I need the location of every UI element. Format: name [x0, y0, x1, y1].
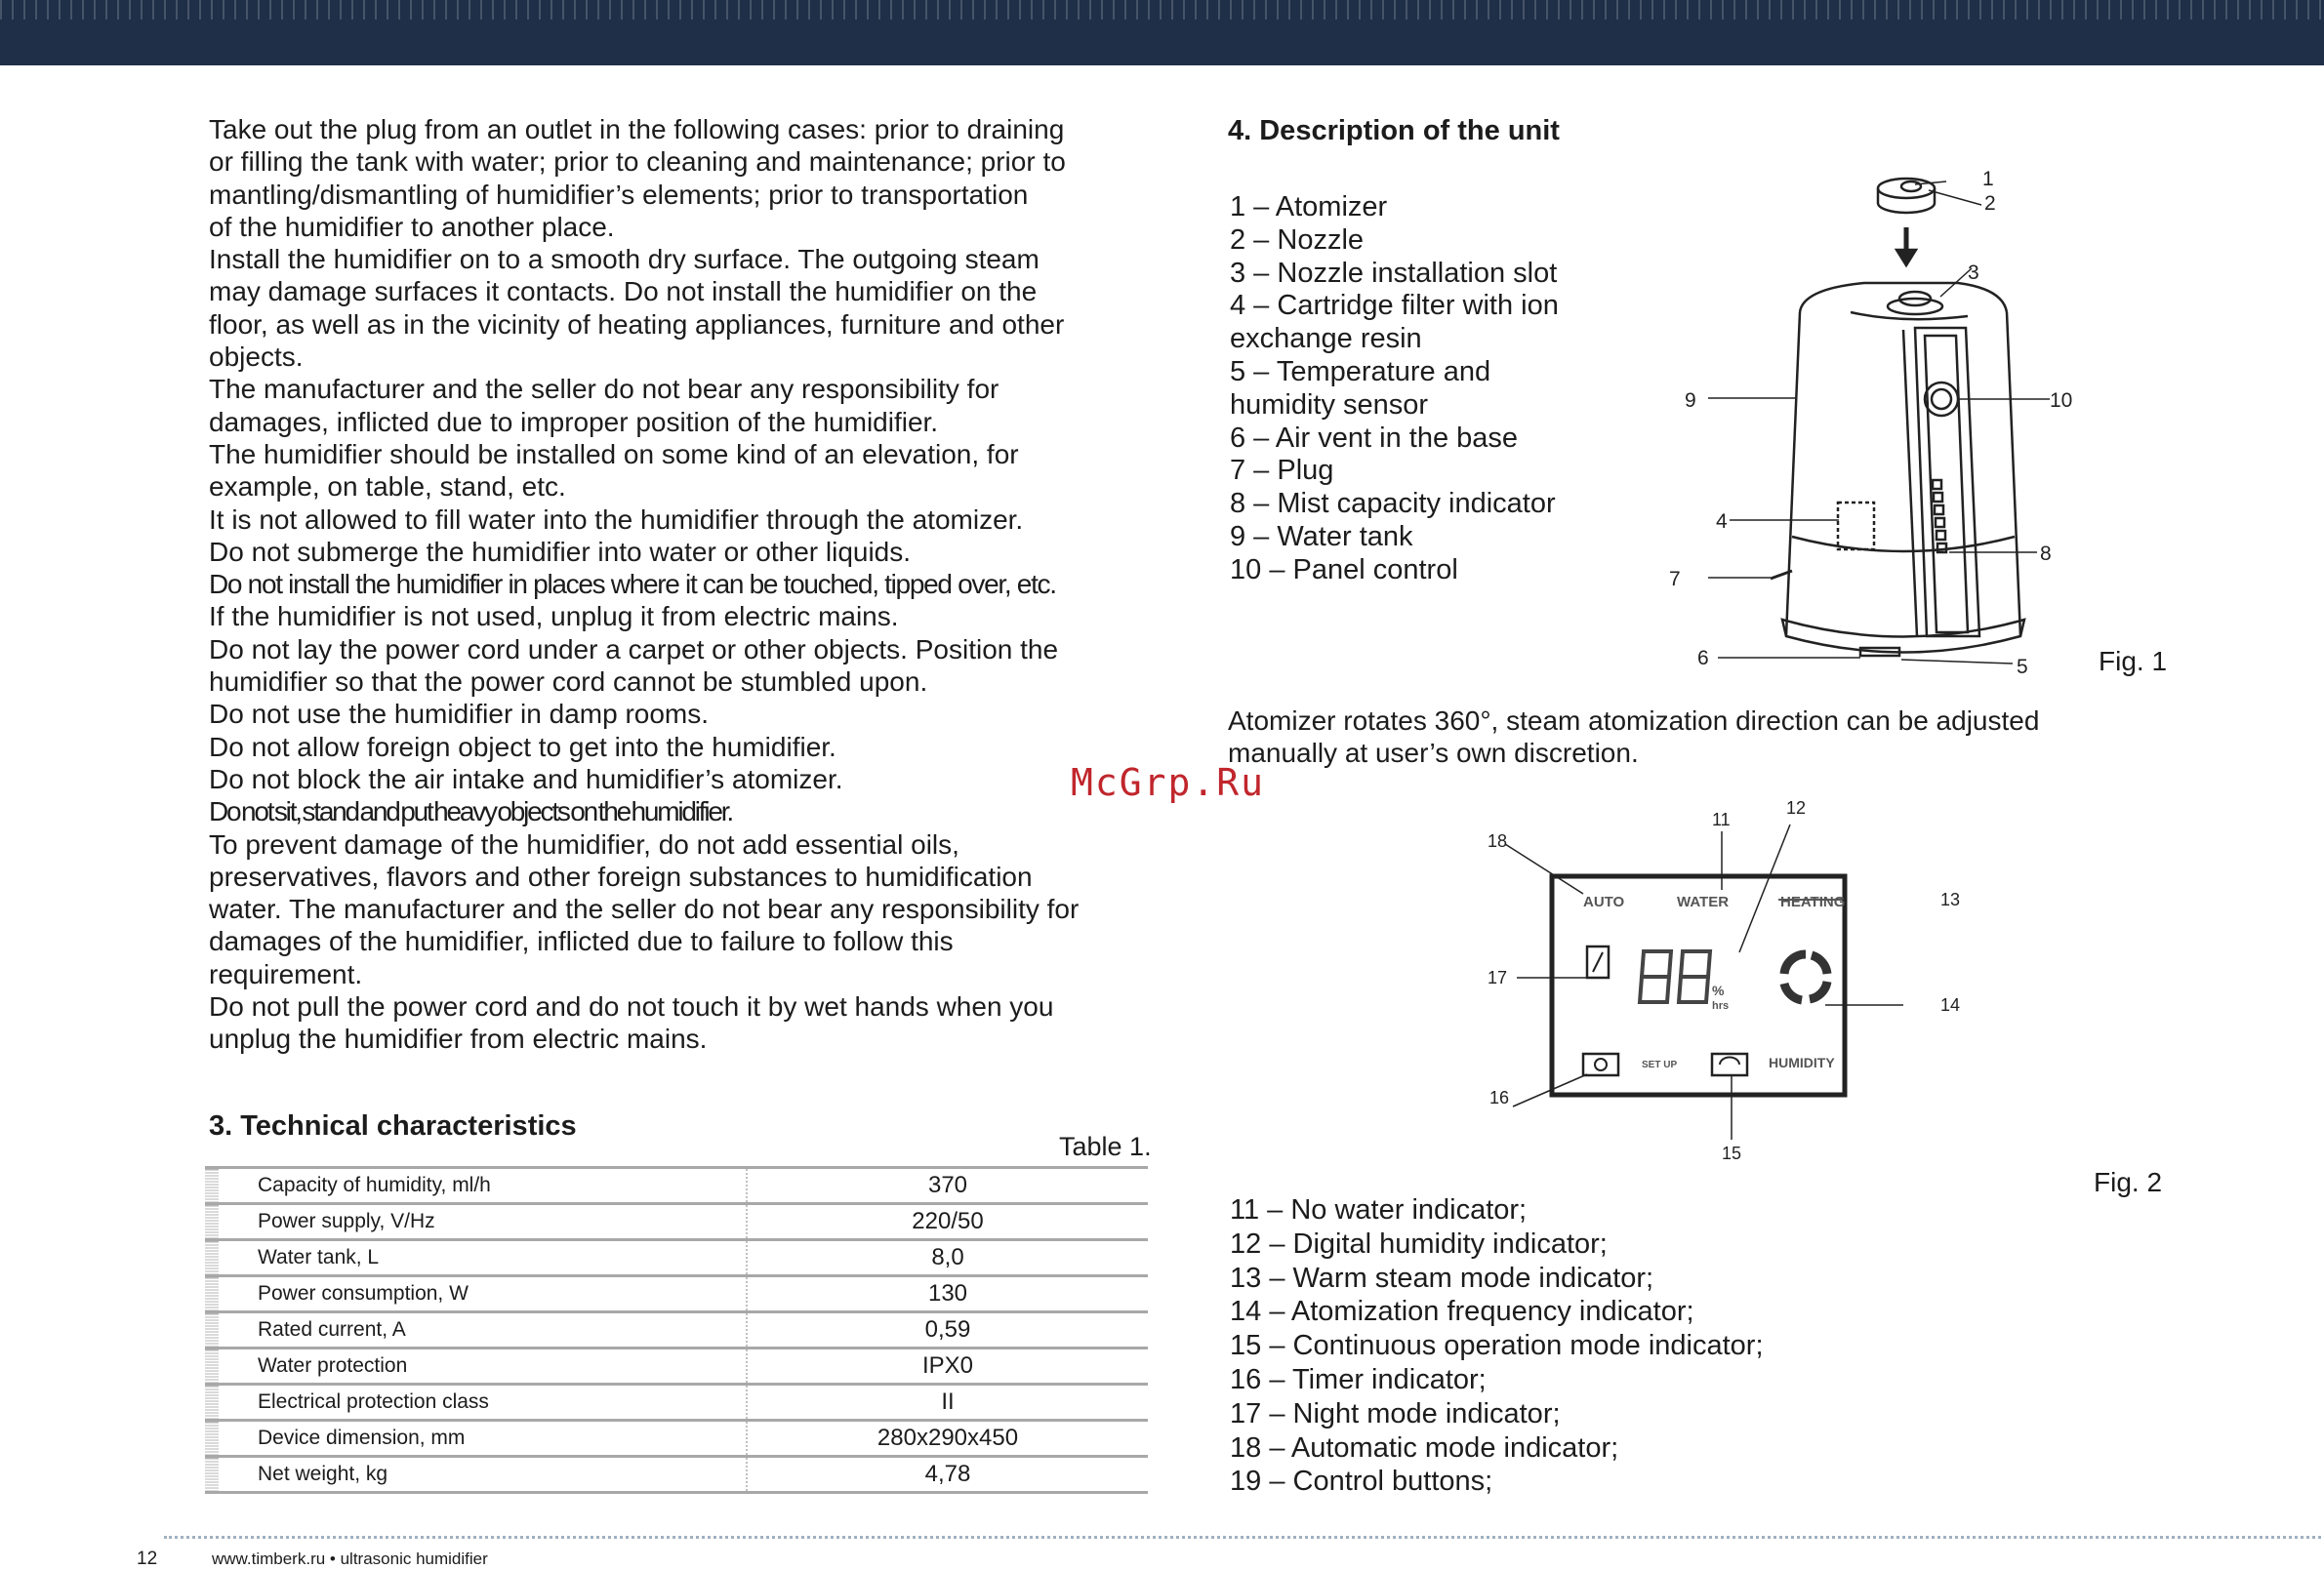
callout-label: 3 — [1968, 262, 1979, 284]
parts-list — [1230, 191, 1640, 587]
humidifier-diagram — [1659, 156, 2073, 683]
paragraph-line: may damage surfaces it contacts. Do not install the humidifier on the — [209, 276, 1038, 307]
figure-caption: Fig. 1 — [2099, 646, 2168, 676]
list-item: 3 – Nozzle installation slot — [1230, 257, 1558, 289]
spec-name: Rated current, A — [219, 1312, 747, 1349]
table-row — [205, 1276, 1148, 1312]
humidity-label: HUMIDITY — [1769, 1055, 1835, 1070]
section-title-description: 4. Description of the unit — [1228, 115, 1560, 146]
list-item: 6 – Air vent in the base — [1230, 422, 1519, 454]
list-item: 5 – Temperature and — [1230, 355, 1491, 387]
note-line: Atomizer rotates 360°, steam atomization direction can be adjusted — [1228, 705, 2040, 736]
paragraph-line: or filling the tank with water; prior to cleaning and maintenance; prior to — [209, 146, 1066, 178]
spec-value: 220/50 — [912, 1208, 984, 1234]
paragraph-line: The humidifier should be installed on some kind of an elevation, for — [209, 438, 1019, 469]
list-item: 9 – Water tank — [1230, 520, 1413, 552]
percent-label: % — [1712, 983, 1725, 998]
display-panel-diagram — [1474, 792, 1981, 1168]
callout-label: 16 — [1489, 1088, 1510, 1107]
list-item: 16 – Timer indicator; — [1230, 1363, 1487, 1395]
row-stripe — [205, 1349, 219, 1385]
paragraph-line: Take out the plug from an outlet in the following cases: prior to draining — [209, 114, 1065, 144]
table-caption: Table 1. — [1059, 1132, 1152, 1161]
callout-label: 5 — [2017, 656, 2028, 678]
callout-label: 18 — [1488, 831, 1508, 851]
callout-label: 6 — [1697, 647, 1709, 669]
paragraph-line: water. The manufacturer and the seller do not bear any responsibility for — [209, 894, 1080, 925]
hours-label: hrs — [1712, 1000, 1730, 1012]
paragraph-line: of the humidifier to another place. — [209, 211, 615, 242]
paragraph-line: damages of the humidifier, inflicted due to failure to follow this — [209, 926, 954, 957]
spec-value: IPX0 — [921, 1352, 974, 1379]
water-label: WATER — [1677, 894, 1730, 910]
spec-name: Water protection — [219, 1349, 747, 1385]
callout-label: 9 — [1685, 389, 1696, 412]
list-item: humidity sensor — [1230, 388, 1429, 421]
table-row — [205, 1168, 1148, 1204]
note-line: manually at user’s own discretion. — [1228, 738, 1639, 768]
paragraph-line: damages, inflicted due to improper position of the humidifier. — [209, 406, 939, 437]
spec-name: Net weight, kg — [219, 1457, 747, 1493]
row-stripe — [205, 1385, 219, 1421]
spec-value: 4,78 — [924, 1461, 971, 1487]
auto-mode-label: AUTO — [1583, 894, 1625, 910]
paragraph-line: The manufacturer and the seller do not bear any responsibility for — [209, 374, 999, 405]
table-row — [205, 1312, 1148, 1349]
spec-value: 8,0 — [931, 1244, 964, 1270]
paragraph-line: unplug the humidifier from electric mains. — [209, 1024, 708, 1055]
row-stripe — [205, 1168, 219, 1204]
callout-label: 11 — [1712, 810, 1731, 829]
paragraph-line: Do not pull the power cord and do not touch it by wet hands when you — [209, 991, 1054, 1023]
section-title-technical: 3. Technical characteristics — [209, 1110, 577, 1142]
row-stripe — [205, 1240, 219, 1276]
list-item: 7 – Plug — [1230, 455, 1334, 487]
list-item: 12 – Digital humidity indicator; — [1230, 1228, 1608, 1260]
indicator-list — [1230, 1193, 1764, 1499]
table-row — [205, 1349, 1148, 1385]
atomizer-note — [1228, 704, 2145, 769]
table-row — [205, 1204, 1148, 1240]
specs-table — [205, 1166, 1148, 1494]
paragraph-line: preservatives, flavors and other foreign substances to humidification — [209, 861, 1033, 892]
list-item: 19 – Control buttons; — [1230, 1466, 1493, 1498]
paragraph-line: mantling/dismantling of humidifier’s elements; prior to transportation — [209, 179, 1029, 210]
list-item: 10 – Panel control — [1230, 553, 1458, 585]
callout-label: 7 — [1669, 568, 1681, 590]
callout-label: 13 — [1940, 890, 1961, 909]
paragraph-line: It is not allowed to fill water into the humidifier through the atomizer. — [209, 503, 1024, 535]
page-number: 12 — [137, 1549, 158, 1569]
paragraph-line: objects. — [209, 342, 304, 373]
list-item: 13 – Warm steam mode indicator; — [1230, 1262, 1654, 1294]
paragraph-line: Do not submerge the humidifier into water or other liquids. — [209, 536, 912, 567]
spec-name: Power supply, V/Hz — [219, 1204, 747, 1240]
list-item: 15 – Continuous operation mode indicator; — [1230, 1330, 1764, 1362]
row-stripe — [205, 1204, 219, 1240]
list-item: 11 – No water indicator; — [1230, 1194, 1528, 1226]
callout-label: 14 — [1940, 995, 1961, 1015]
paragraph-line: Do not block the air intake and humidifier’s atomizer. — [209, 763, 843, 794]
list-item: 14 – Atomization frequency indicator; — [1230, 1296, 1694, 1328]
paragraph-line: To prevent damage of the humidifier, do not add essential oils, — [209, 828, 959, 860]
paragraph-line: requirement. — [209, 958, 363, 989]
setup-label: SET UP — [1642, 1060, 1678, 1070]
paragraph-line: If the humidifier is not used, unplug it from electric mains. — [209, 601, 899, 632]
spec-name: Device dimension, mm — [219, 1421, 747, 1457]
callout-label: 12 — [1786, 798, 1807, 818]
table-row — [205, 1421, 1148, 1457]
spec-name: Water tank, L — [219, 1240, 747, 1276]
list-item: 17 – Night mode indicator; — [1230, 1397, 1561, 1429]
table-row — [205, 1457, 1148, 1493]
watermark: McGrp.Ru — [1071, 761, 1266, 804]
row-stripe — [205, 1421, 219, 1457]
callout-label: 15 — [1722, 1144, 1742, 1163]
figure-caption: Fig. 2 — [2094, 1167, 2163, 1197]
paragraph-line: Do not lay the power cord under a carpet or other objects. Position the — [209, 633, 1059, 664]
paragraph-line: Do not allow foreign object to get into the humidifier. — [209, 731, 836, 762]
callout-label: 8 — [2040, 543, 2052, 565]
row-stripe — [205, 1276, 219, 1312]
callout-label: 10 — [2050, 389, 2073, 412]
spec-name: Power consumption, W — [219, 1276, 747, 1312]
spec-value: 0,59 — [924, 1316, 971, 1343]
spec-value: II — [941, 1389, 955, 1415]
spec-name: Electrical protection class — [219, 1385, 747, 1421]
list-item: 4 – Cartridge filter with ion — [1230, 290, 1559, 322]
list-item: 2 – Nozzle — [1230, 223, 1365, 256]
paragraph-line: example, on table, stand, etc. — [209, 471, 566, 503]
header-bar — [0, 0, 2324, 65]
safety-instructions — [209, 113, 1156, 1056]
list-item: exchange resin — [1230, 323, 1422, 355]
paragraph-line: Do not install the humidifier in places where it can be touched, tipped over, etc. — [209, 569, 1056, 600]
list-item: 8 – Mist capacity indicator — [1230, 488, 1556, 520]
spec-name: Capacity of humidity, ml/h — [219, 1168, 747, 1204]
paragraph-line: Do not use the humidifier in damp rooms. — [209, 699, 710, 730]
callout-label: 1 — [1982, 168, 1994, 190]
spec-value: 370 — [927, 1172, 968, 1198]
paragraph-line: floor, as well as in the vicinity of heating appliances, furniture and other — [209, 308, 1065, 340]
spec-value: 130 — [927, 1280, 968, 1307]
paragraph-line: humidifier so that the power cord cannot be stumbled upon. — [209, 666, 928, 698]
table-row — [205, 1385, 1148, 1421]
paragraph-line: Do not sit, stand and put heavy objects on the humidifier. — [209, 796, 732, 827]
callout-label: 17 — [1488, 968, 1508, 987]
spec-value: 280x290x450 — [877, 1425, 1019, 1451]
footer-text: www.timberk.ru • ultrasonic humidifier — [212, 1550, 488, 1568]
list-item: 1 – Atomizer — [1230, 191, 1388, 222]
paragraph-line: Install the humidifier on to a smooth dry surface. The outgoing steam — [209, 244, 1040, 275]
row-stripe — [205, 1457, 219, 1493]
list-item: 18 – Automatic mode indicator; — [1230, 1431, 1619, 1464]
callout-label: 4 — [1716, 510, 1728, 533]
footer-divider — [164, 1536, 2321, 1539]
row-stripe — [205, 1312, 219, 1349]
table-row — [205, 1240, 1148, 1276]
heating-label: HEATING — [1780, 894, 1846, 910]
callout-label: 2 — [1984, 192, 1996, 215]
